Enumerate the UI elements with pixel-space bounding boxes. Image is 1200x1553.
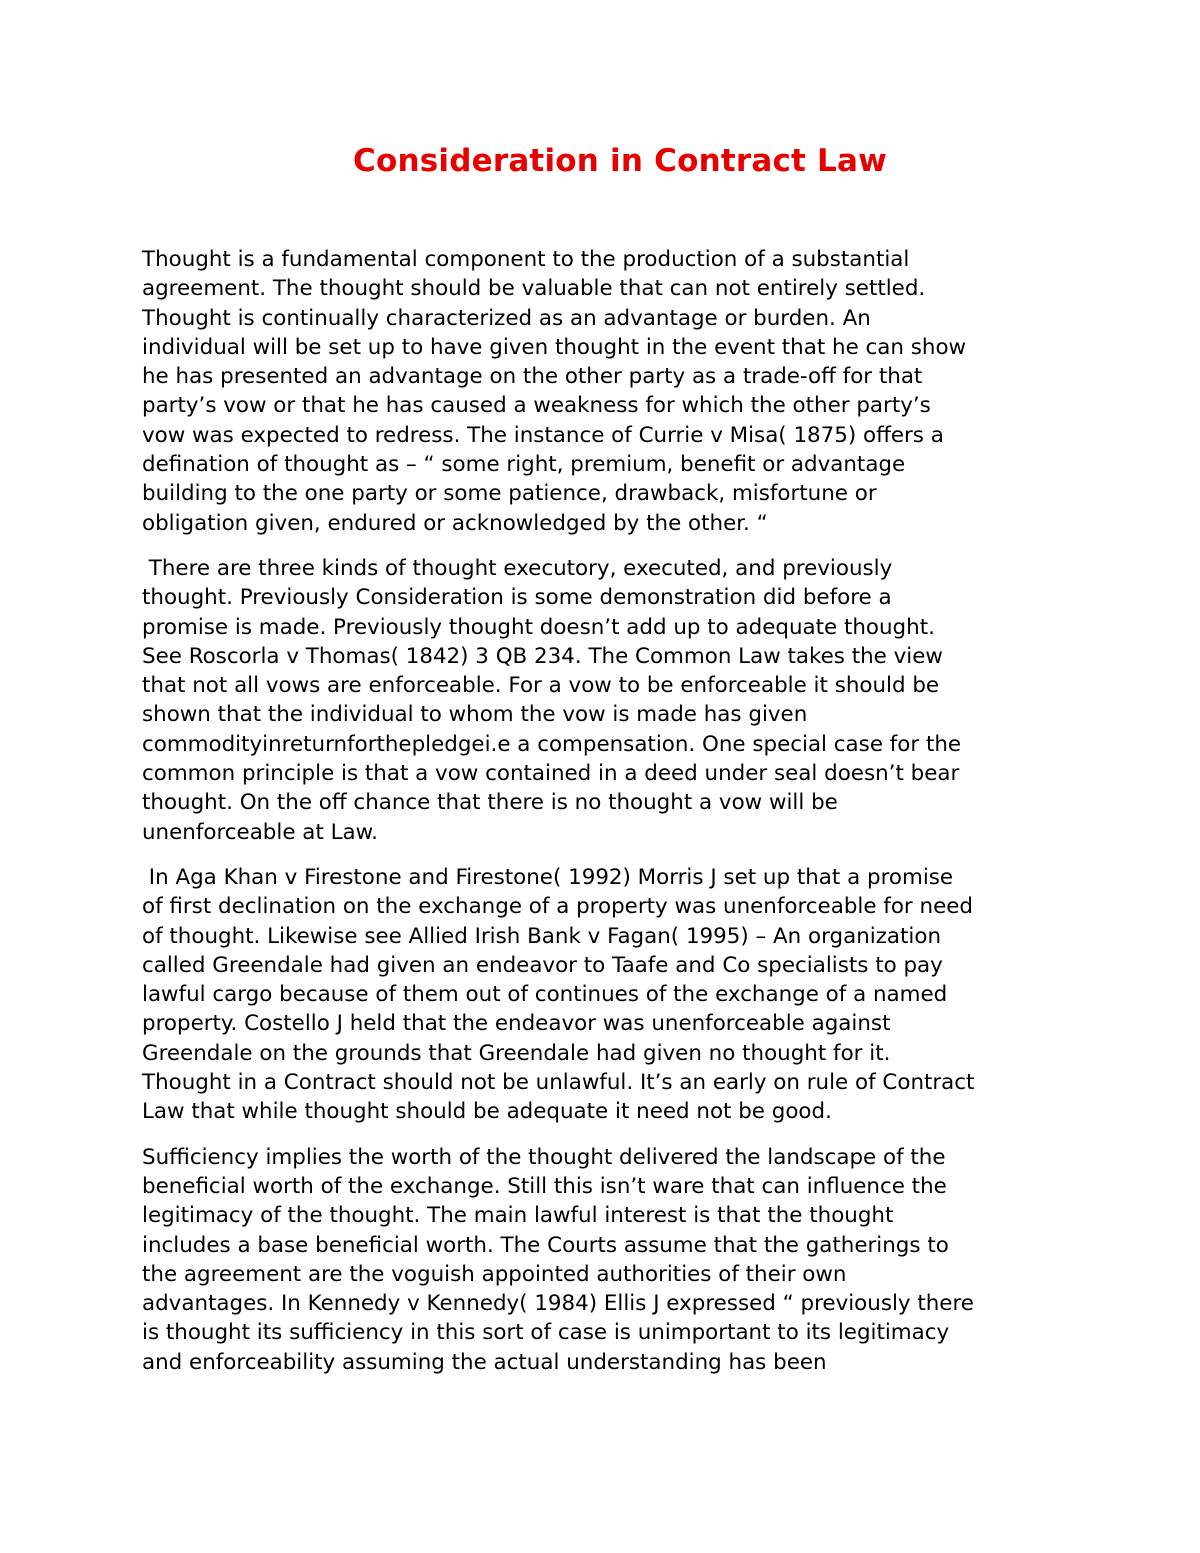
text-line: legitimacy of the thought. The main lawful interest is that the thought <box>142 1203 894 1229</box>
paragraph-1 <box>142 245 1072 538</box>
text-line: See Roscorla v Thomas( 1842) 3 QB 234. The Common Law takes the view <box>142 643 943 669</box>
text-line: promise is made. Previously thought doesn’t add up to adequate thought. <box>142 614 935 640</box>
text-line: Law that while thought should be adequate it need not be good. <box>142 1099 832 1125</box>
text-line: unenforceable at Law. <box>142 819 378 845</box>
text-line: vow was expected to redress. The instance of Currie v Misa( 1875) offers a <box>142 422 944 448</box>
text-line: of first declination on the exchange of a property was unenforceable for need <box>142 894 973 920</box>
text-line: party’s vow or that he has caused a weakness for which the other party’s <box>142 393 931 419</box>
paragraph-2 <box>142 554 1072 847</box>
text-line: advantages. In Kennedy v Kennedy( 1984) Ellis J expressed “ previously there <box>142 1291 974 1317</box>
text-line: property. Costello J held that the endeavor was unenforceable against <box>142 1011 891 1037</box>
document-body <box>142 245 1072 1393</box>
text-line: agreement. The thought should be valuable that can not entirely settled. <box>142 276 926 302</box>
text-line: commodityinreturnforthepledgei.e a compensation. One special case for the <box>142 731 962 757</box>
document-title: Consideration in Contract Law <box>353 143 887 179</box>
text-line: shown that the individual to whom the vow is made has given <box>142 702 808 728</box>
text-line: Sufficiency implies the worth of the thought delivered the landscape of the <box>142 1144 946 1170</box>
text-line: building to the one party or some patience, drawback, misfortune or <box>142 481 877 507</box>
text-line: Thought in a Contract should not be unlawful. It’s an early on rule of Contract <box>142 1070 975 1096</box>
paragraph-3 <box>142 863 1072 1127</box>
text-line: thought. On the off chance that there is no thought a vow will be <box>142 790 838 816</box>
text-line: There are three kinds of thought executory, executed, and previously <box>142 555 893 581</box>
text-line: of thought. Likewise see Allied Irish Bank v Fagan( 1995) – An organization <box>142 923 942 949</box>
text-line: is thought its sufficiency in this sort of case is unimportant to its legitimacy <box>142 1320 950 1346</box>
text-line: lawful cargo because of them out of continues of the exchange of a named <box>142 982 948 1008</box>
text-line: Thought is a fundamental component to the production of a substantial <box>142 247 910 272</box>
text-line: Greendale on the grounds that Greendale had given no thought for it. <box>142 1040 891 1066</box>
text-line: the agreement are the voguish appointed authorities of their own <box>142 1261 847 1287</box>
text-line: includes a base beneficial worth. The Courts assume that the gatherings to <box>142 1232 949 1258</box>
text-line: obligation given, endured or acknowledged by the other. “ <box>142 510 768 536</box>
text-line: beneficial worth of the exchange. Still this isn’t ware that can influence the <box>142 1173 947 1199</box>
text-line: defination of thought as – “ some right, premium, benefit or advantage <box>142 452 906 478</box>
text-line: that not all vows are enforceable. For a vow to be enforceable it should be <box>142 673 940 699</box>
text-line: he has presented an advantage on the other party as a trade-off for that <box>142 364 923 390</box>
paragraph-4 <box>142 1143 1072 1377</box>
text-line: and enforceability assuming the actual understanding has been <box>142 1349 827 1375</box>
text-line: Thought is continually characterized as an advantage or burden. An <box>142 305 871 331</box>
text-line: thought. Previously Consideration is some demonstration did before a <box>142 585 892 611</box>
text-line: In Aga Khan v Firestone and Firestone( 1992) Morris J set up that a promise <box>142 864 954 890</box>
text-line: individual will be set up to have given thought in the event that he can show <box>142 334 967 360</box>
text-line: called Greendale had given an endeavor to Taafe and Co specialists to pay <box>142 952 943 978</box>
text-line: common principle is that a vow contained in a deed under seal doesn’t bear <box>142 761 960 787</box>
